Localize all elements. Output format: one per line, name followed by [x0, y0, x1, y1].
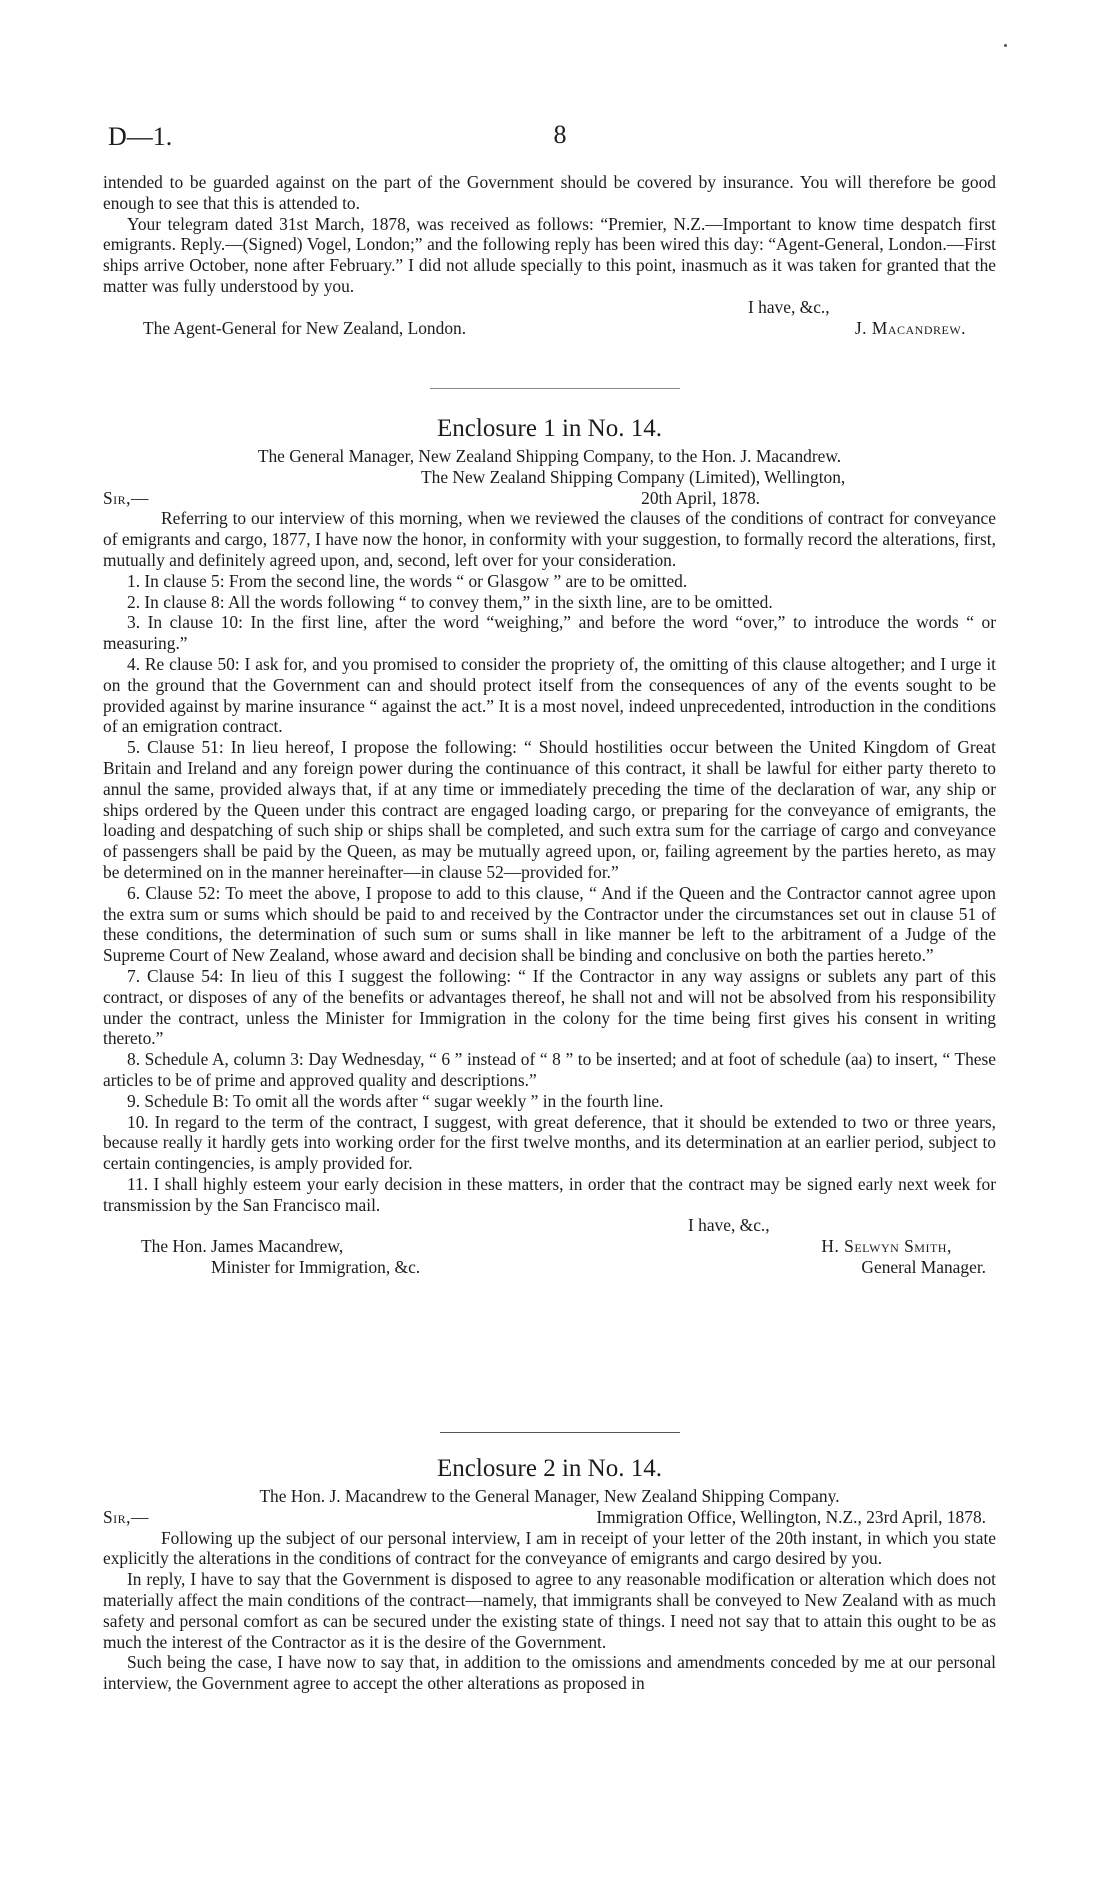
addressee-name: The Hon. James Macandrew,	[141, 1236, 344, 1257]
enclosure-title: Enclosure 1 in No. 14.	[437, 415, 662, 442]
signature-title: General Manager.	[861, 1257, 986, 1278]
enclosure-title: Enclosure 2 in No. 14.	[437, 1455, 662, 1482]
document-reference: D—1.	[108, 122, 173, 151]
salutation-row	[103, 488, 996, 509]
sign-off-row	[103, 318, 996, 339]
letter-date: 20th April, 1878.	[641, 487, 760, 508]
scan-speck	[1004, 44, 1007, 47]
signature: J. Macandrew.	[854, 317, 966, 338]
closing: I have, &c.,	[688, 1215, 770, 1236]
list-item: 7. Clause 54: In lieu of this I suggest the following: “ If the Contractor in any way assigns or sublets any part of this contract, or disposes of any of the benefits or advantages thereof, he shall not and will not be absolved from his responsibility under the contract, unless the Minister for Immigration in the colony for the time being first gives his consent in writing thereto.”	[103, 965, 996, 1049]
list-item: 5. Clause 51: In lieu hereof, I propose the following: “ Should hostilities occur between the United Kingdom of Great Britain and Ireland and any foreign power during the continuance of this contract, it shall be lawful for either party thereto to annul the same, provided always that, if at any time or immediately preceding the time of the declaration of war, any ship or ships ordered by the Queen under this contract are engaged loading cargo, or preparing for the conveyance of emigrants, the loading and despatching of such ship or ships shall be completed, and such extra sum for the carriage of cargo and conveyance of passengers shall be paid by the Queen, as may be mutually agreed upon, or, failing agreement by the parties hereto, as may be determined on in the manner hereinafter—in clause 52—provided for.”	[103, 737, 996, 882]
list-item: 11. I shall highly esteem your early decision in these matters, in order that the contract may be signed early next week for transmission by the San Francisco mail.	[103, 1173, 996, 1215]
letter-address: Immigration Office, Wellington, N.Z., 23rd April, 1878.	[596, 1506, 986, 1527]
section-divider	[440, 1432, 680, 1433]
signature-block	[821, 1236, 996, 1278]
paragraph: Following up the subject of our personal interview, I am in receipt of your letter of the 20th instant, in which you state explicitly the alterations in the conditions of contract for the conveyance of emigrants and cargo desired by you.	[103, 1527, 996, 1569]
addressee: The Agent-General for New Zealand, London.	[143, 317, 467, 338]
addressee-title: Minister for Immigration, &c.	[211, 1257, 421, 1278]
salutation: Sir,—	[103, 487, 149, 508]
closing: I have, &c.,	[748, 296, 830, 317]
list-item: 4. Re clause 50: I ask for, and you promised to consider the propriety of, the omitting of this clause altogether; and I urge it on the ground that the Government can and should protect itself from the consequences of any of the events sought to be provided against by marine insurance “ against the act.” It is a most novel, indeed unprecedented, introduction in the conditions of an emigration contract.	[103, 653, 996, 737]
list-item: 1. In clause 5: From the second line, the words “ or Glasgow ” are to be omitted.	[127, 570, 688, 591]
enclosure-2	[103, 1454, 996, 1694]
salutation: Sir,—	[103, 1506, 149, 1527]
paragraph: Such being the case, I have now to say that, in addition to the omissions and amendments conceded by me at our personal interview, the Government agree to accept the other alterations as proposed in	[103, 1652, 996, 1694]
signature: H. Selwyn Smith,	[821, 1236, 952, 1257]
paragraph: Referring to our interview of this morning, when we reviewed the clauses of the conditions of contract for conveyance of emigrants and cargo, 1877, I have now the honor, in conformity with your suggestion, to formally record the alterations, first, mutually and definitely agreed upon, and, second, left over for your consideration.	[103, 508, 996, 570]
salutation-row	[103, 1507, 996, 1528]
page-number: 8	[553, 120, 567, 149]
list-item: 2. In clause 8: All the words following “ to convey them,” in the sixth line, are to be omitted.	[127, 591, 773, 612]
section-divider	[430, 388, 680, 389]
paragraph: intended to be guarded against on the part of the Government should be covered by insurance. You will therefore be good enough to see that this is attended to.	[103, 172, 996, 213]
enclosure-subtitle: The General Manager, New Zealand Shipping Company, to the Hon. J. Macandrew.	[257, 446, 842, 466]
sign-off-row	[103, 1236, 996, 1278]
list-item: 3. In clause 10: In the first line, after the word “weighing,” and before the word “over,” to introduce the words “ or measuring.”	[103, 612, 996, 654]
list-item: 6. Clause 52: To meet the above, I propose to add to this clause, “ And if the Queen and the Contractor cannot agree upon the extra sum or sums which should be paid to and received by the Contractor under the circumstances set out in clause 51 of these conditions, the determination of such sum or sums shall in like manner be left to the arbitrament of a Judge of the Supreme Court of New Zealand, whose award and decision shall be binding and conclusive on both the parties hereto.”	[103, 882, 996, 966]
enclosure-subtitle: The Hon. J. Macandrew to the General Manager, New Zealand Shipping Company.	[259, 1486, 840, 1506]
paragraph: Your telegram dated 31st March, 1878, was received as follows: “Premier, N.Z.—Important to know time despatch first emigrants. Reply.—(Signed) Vogel, London;” and the following reply has been wired this day: “Agent-General, London.—First ships arrive October, none after February.” I did not allude specially to this point, inasmuch as it was taken for granted that the matter was fully understood by you.	[103, 213, 996, 296]
list-item: 8. Schedule A, column 3: Day Wednesday, “ 6 ” instead of “ 8 ” to be inserted; and at foot of schedule (aa) to insert, “ These articles to be of prime and approved quality and descriptions.”	[103, 1049, 996, 1090]
letter-address: The New Zealand Shipping Company (Limited), Wellington,	[421, 466, 846, 487]
list-item: 10. In regard to the term of the contract, I suggest, with great deference, that it should be extended to two or three years, because really it hardly gets into working order for the first twelve months, and its determination at an earlier period, subject to certain contingencies, is amply provided for.	[103, 1111, 996, 1174]
list-item: 9. Schedule B: To omit all the words after “ sugar weekly ” in the fourth line.	[127, 1090, 664, 1111]
enclosure-1	[103, 414, 996, 1278]
addressee-block	[103, 1236, 420, 1278]
paragraph: In reply, I have to say that the Government is disposed to agree to any reasonable modification or alteration which does not materially affect the main conditions of the contract—namely, that immigrants shall be conveyed to New Zealand with as much safety and personal comfort as can be secured under the existing state of things. I need not say that to attain this ought to be as much the interest of the Contractor as it is the desire of the Government.	[103, 1569, 996, 1652]
previous-letter-end	[103, 172, 996, 338]
